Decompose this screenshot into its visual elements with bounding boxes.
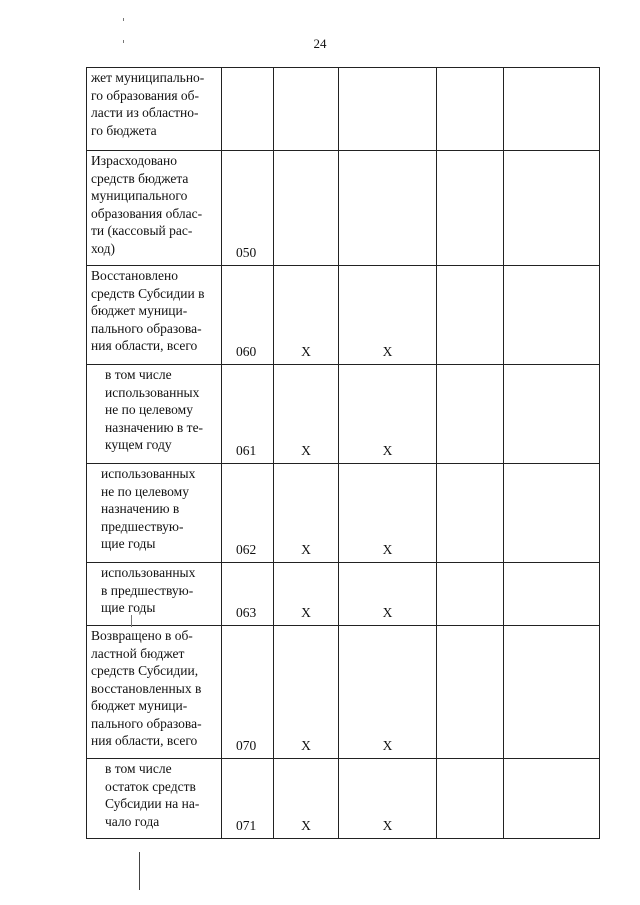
row-cell-3: X — [274, 464, 339, 563]
row-cell-6 — [504, 151, 600, 266]
row-cell-6 — [504, 626, 600, 759]
row-cell-5 — [437, 626, 504, 759]
row-cell-5 — [437, 464, 504, 563]
page-number: 24 — [313, 36, 327, 51]
row-cell-3: X — [274, 365, 339, 464]
row-cell-6 — [504, 759, 600, 839]
row-cell-3: X — [274, 759, 339, 839]
row-label: Восстановлено средств Субсидии в бюджет муници- пального образова- ния области, всего — [87, 266, 222, 365]
row-cell-6 — [504, 563, 600, 626]
row-cell-4: X — [339, 626, 437, 759]
row-cell-4 — [339, 68, 437, 151]
row-label: Израсходовано средств бюджета муниципального образования облас- ти (кассовый рас- ход) — [87, 151, 222, 266]
row-cell-5 — [437, 563, 504, 626]
row-cell-6 — [504, 266, 600, 365]
table-row — [87, 464, 600, 563]
row-cell-4 — [339, 151, 437, 266]
table-row — [87, 626, 600, 759]
row-label: в том числе остаток средств Субсидии на на- чало года — [87, 759, 222, 839]
table-row — [87, 759, 600, 839]
row-code: 062 — [222, 464, 274, 563]
table-row — [87, 151, 600, 266]
row-cell-4: X — [339, 464, 437, 563]
row-label: использованных не по целевому назначению в предшествую- щие годы — [87, 464, 222, 563]
table-row — [87, 68, 600, 151]
row-cell-5 — [437, 759, 504, 839]
scan-artifact-line — [139, 852, 140, 890]
row-code: 060 — [222, 266, 274, 365]
table-row — [87, 365, 600, 464]
scan-artifact-dot — [131, 615, 132, 627]
row-code: 061 — [222, 365, 274, 464]
row-cell-3 — [274, 151, 339, 266]
row-cell-3: X — [274, 626, 339, 759]
row-cell-4: X — [339, 759, 437, 839]
row-cell-5 — [437, 266, 504, 365]
row-code: 050 — [222, 151, 274, 266]
row-cell-6 — [504, 464, 600, 563]
scan-artifact-dot — [123, 40, 124, 43]
report-table — [86, 67, 600, 839]
row-cell-4: X — [339, 563, 437, 626]
row-cell-5 — [437, 151, 504, 266]
table-row — [87, 266, 600, 365]
row-cell-4: X — [339, 365, 437, 464]
row-label: Возвращено в об- ластной бюджет средств Субсидии, восстановленных в бюджет муници- пального образова- ния области, всего — [87, 626, 222, 759]
row-code: 063 — [222, 563, 274, 626]
row-cell-3 — [274, 68, 339, 151]
row-cell-5 — [437, 68, 504, 151]
row-cell-4: X — [339, 266, 437, 365]
scan-artifact-dot — [123, 18, 124, 21]
row-cell-6 — [504, 365, 600, 464]
row-cell-3: X — [274, 266, 339, 365]
row-cell-6 — [504, 68, 600, 151]
row-cell-3: X — [274, 563, 339, 626]
row-label: жет муниципально- го образования об- ласти из областно- го бюджета — [87, 68, 222, 151]
row-label: в том числе использованных не по целевому назначению в те- кущем году — [87, 365, 222, 464]
row-label: использованных в предшествую- щие годы — [87, 563, 222, 626]
row-code — [222, 68, 274, 151]
row-code: 070 — [222, 626, 274, 759]
row-cell-5 — [437, 365, 504, 464]
table-row — [87, 563, 600, 626]
row-code: 071 — [222, 759, 274, 839]
